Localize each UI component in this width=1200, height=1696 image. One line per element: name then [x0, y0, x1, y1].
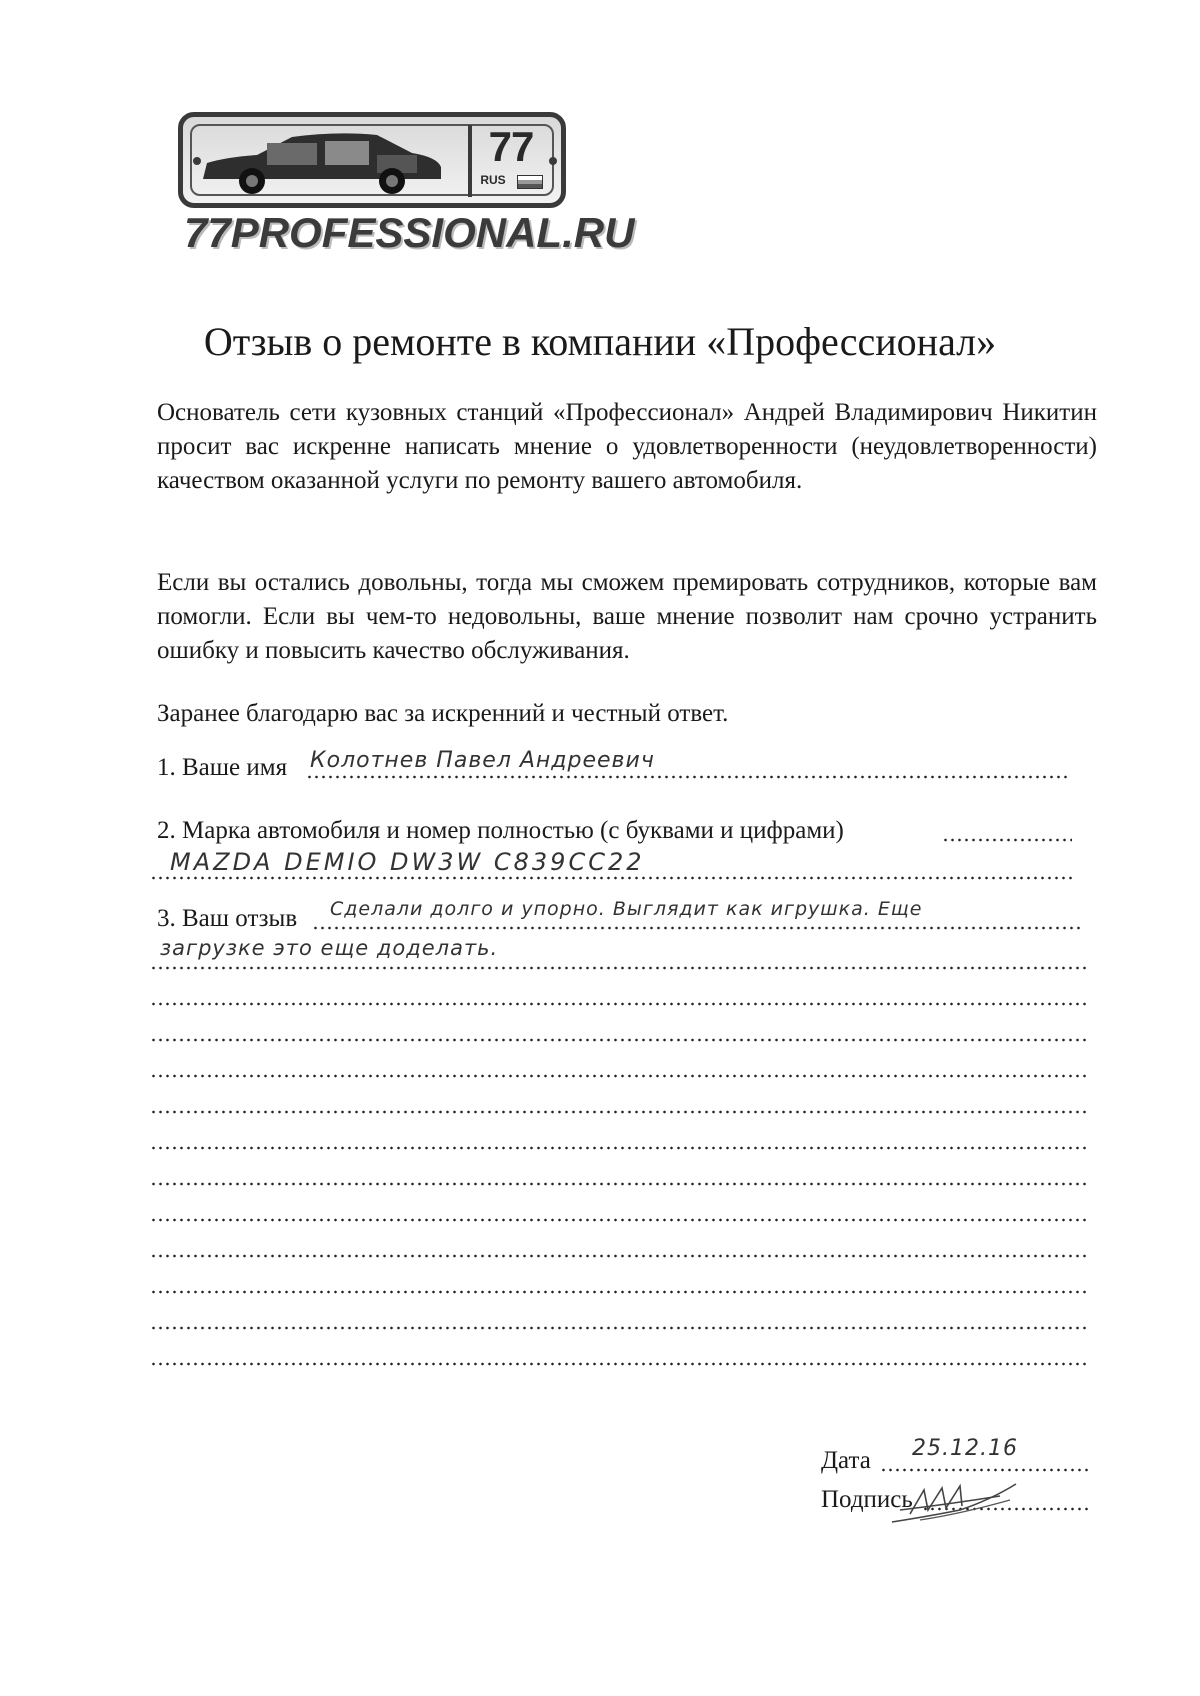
- company-logo: [178, 112, 635, 262]
- bolt-icon: [549, 157, 557, 165]
- answer-name: Колотнев Павел Андреевич: [310, 748, 655, 773]
- logo-site-name: 77PROFESSIONAL.RU: [184, 209, 635, 256]
- answer-line[interactable]: [942, 838, 1072, 842]
- answer-line[interactable]: [150, 1362, 1088, 1366]
- thanks-paragraph: Заранее благодарю вас за искренний и честный ответ.: [157, 700, 729, 727]
- question-car-label: 2. Марка автомобиля и номер полностью (с буквами и цифрами): [157, 817, 844, 844]
- answer-line[interactable]: [150, 1110, 1088, 1114]
- answer-line[interactable]: [150, 1002, 1088, 1006]
- answer-line[interactable]: [150, 1326, 1088, 1330]
- answer-line[interactable]: [150, 1182, 1088, 1186]
- question-name-label: 1. Ваше имя: [157, 754, 288, 781]
- flag-icon: [517, 175, 543, 189]
- answer-line[interactable]: [306, 775, 1068, 779]
- answer-line[interactable]: [150, 1074, 1088, 1078]
- answer-line[interactable]: [150, 1038, 1088, 1042]
- answer-line[interactable]: [150, 1218, 1088, 1222]
- handwritten-signature: [890, 1470, 1020, 1530]
- answer-line[interactable]: [150, 1254, 1088, 1258]
- date-value: 25.12.16: [912, 1436, 1018, 1461]
- signature-label: Подпись: [821, 1486, 913, 1513]
- answer-line[interactable]: [150, 1290, 1088, 1294]
- license-plate-logo: [178, 112, 566, 208]
- car-icon: [197, 127, 447, 197]
- answer-car: MAZDA DEMIO DW3W C839CC22: [170, 848, 645, 876]
- logo-region-number: 77: [488, 123, 534, 170]
- page-title: Отзыв о ремонте в компании «Профессионал»: [203, 319, 997, 364]
- answer-review-line-1: Сделали долго и упорно. Выглядит как игрушка. Еще: [330, 898, 923, 920]
- intro-paragraph: Основатель сети кузовных станций «Профессионал» Андрей Владимирович Никитин просит вас искренне написать мнение о удовлетворенности (неудовлетворенности) качеством оказанной услуги по ремонту вашего автомобиля.: [157, 399, 1097, 494]
- answer-line[interactable]: [150, 876, 1072, 880]
- question-review-label: 3. Ваш отзыв: [157, 905, 298, 932]
- motivation-paragraph: Если вы остались довольны, тогда мы сможем премировать сотрудников, которые вам помогли. Если вы чем-то недовольны, ваше мнение позволит нам срочно устранить ошибку и повысить качество обслуживания.: [157, 569, 1097, 664]
- date-label: Дата: [821, 1447, 871, 1474]
- answer-line[interactable]: [150, 966, 1088, 970]
- answer-line[interactable]: [312, 926, 1082, 930]
- answer-review-line-2: загрузке это еще доделать.: [160, 936, 499, 960]
- answer-line[interactable]: [150, 1146, 1088, 1150]
- logo-country-code: RUS: [480, 173, 506, 187]
